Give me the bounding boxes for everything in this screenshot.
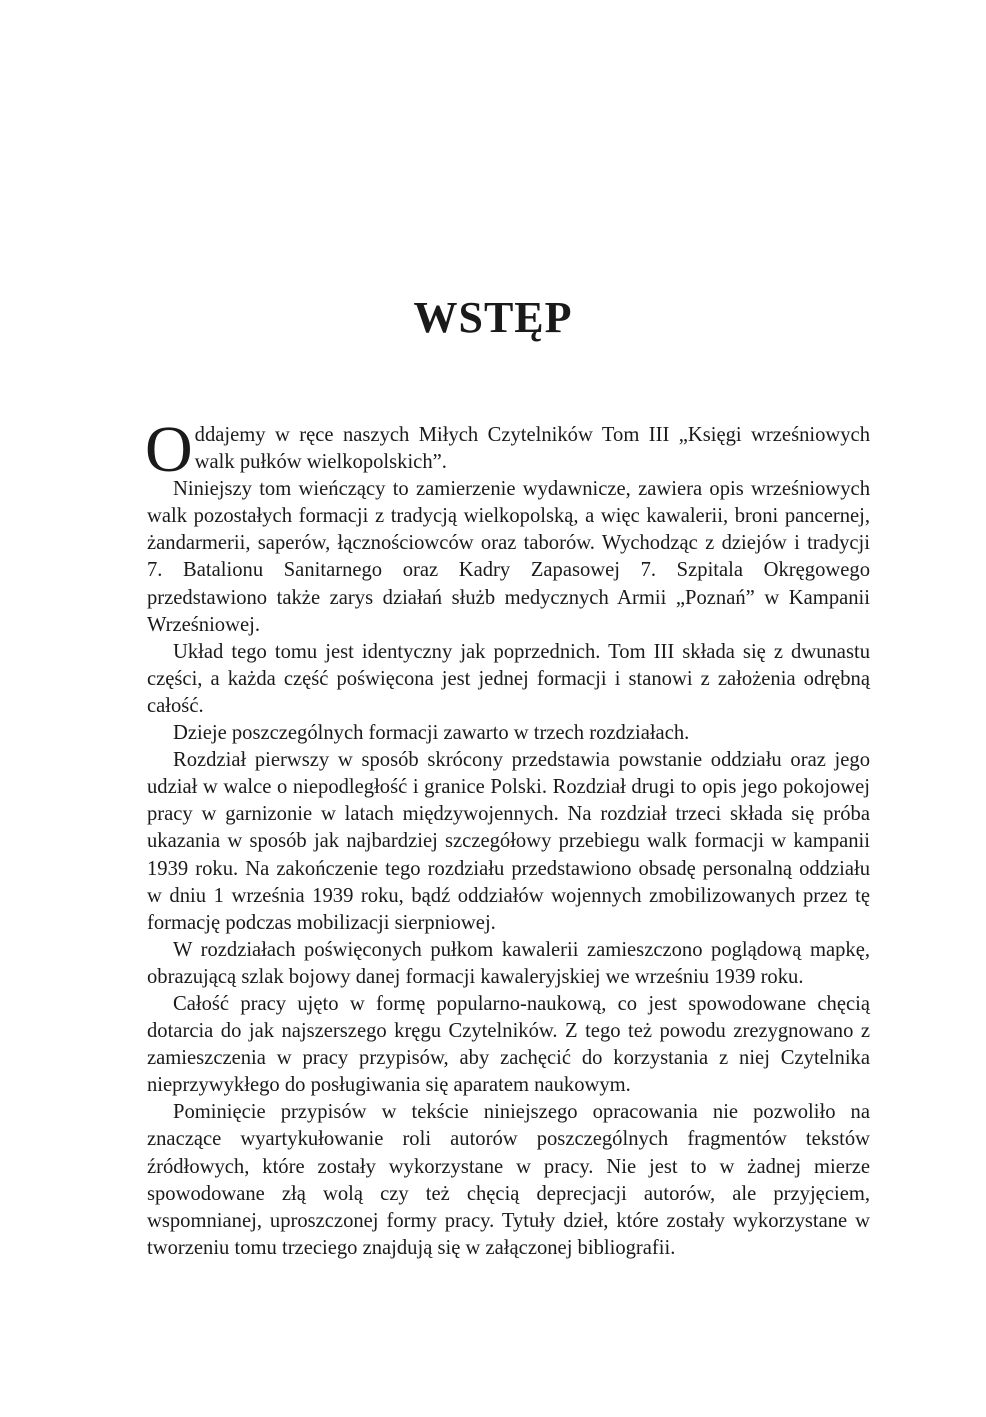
paragraph-1-text: ddajemy w ręce naszych Miłych Czytelników Tom III „Księgi wrześniowych walk pułków wielkopolskich”. (194, 424, 870, 474)
paragraph-8: Pominięcie przypisów w tekście niniejszego opracowania nie pozwoliło na znaczące wyartykułowanie roli autorów poszczególnych fragmentów tekstów źródłowych, które zostały wykorzystane w pracy. Nie jest to w żadnej mierze spowodowane złą wolą czy też chęcią deprecjacji autorów, ale przyjęciem, wspomnianej, uproszczonej formy pracy. Tytuły dzieł, które zostały wykorzystane w tworzeniu tomu trzeciego znajdują się w załączonej bibliografii. (147, 1101, 870, 1259)
paragraph-5: Rozdział pierwszy w sposób skrócony przedstawia powstanie oddziału oraz jego udział w walce o niepodległość i granice Polski. Rozdział drugi to opis jego pokojowej pracy w garnizonie w latach międzywojennych. Na rozdział trzeci składa się próba ukazania w sposób jak najbardziej szczegółowy przebiegu walk formacji w kampanii 1939 roku. Na zakończenie tego rozdziału przedstawiono obsadę personalną oddziału w dniu 1 września 1939 roku, bądź oddziałów wojennych zmobilizowanych przez tę formację podczas mobilizacji sierpniowej. (147, 749, 870, 934)
introduction-text (145, 413, 870, 1262)
drop-cap: O (145, 413, 193, 486)
page-title: WSTĘP (413, 293, 573, 342)
paragraph-1 (145, 413, 870, 486)
paragraph-3: Układ tego tomu jest identyczny jak poprzednich. Tom III składa się z dwunastu części, a każda część poświęcona jest jednej formacji i stanowi z założenia odrębną całość. (147, 640, 870, 717)
paragraph-7: Całość pracy ujęto w formę popularno-naukową, co jest spowodowane chęcią dotarcia do jak najszerszego kręgu Czytelników. Z tego też powodu zrezygnowano z zamieszczenia w pracy przypisów, aby zachęcić do korzystania z niej Czytelnika nieprzywykłego do posługiwania się aparatem naukowym. (147, 992, 870, 1097)
paragraph-4: Dzieje poszczególnych formacji zawarto w trzech rozdziałach. (173, 722, 690, 745)
paragraph-6: W rozdziałach poświęconych pułkom kawalerii zamieszczono poglądową mapkę, obrazującą szlak bojowy danej formacji kawaleryjskiej we wrześniu 1939 roku. (147, 938, 870, 988)
paragraph-2: Niniejszy tom wieńczący to zamierzenie wydawnicze, zawiera opis wrześniowych walk pozostałych formacji z tradycją wielkopolską, a więc kawalerii, broni pancernej, żandarmerii, saperów, łącznościowców oraz taborów. Wychodząc z dziejów i tradycji 7. Batalionu Sanitarnego oraz Kadry Zapasowej 7. Szpitala Okręgowego przedstawiono także zarys działań służb medycznych Armii „Poznań” w Kampanii Wrześniowej. (147, 478, 870, 636)
